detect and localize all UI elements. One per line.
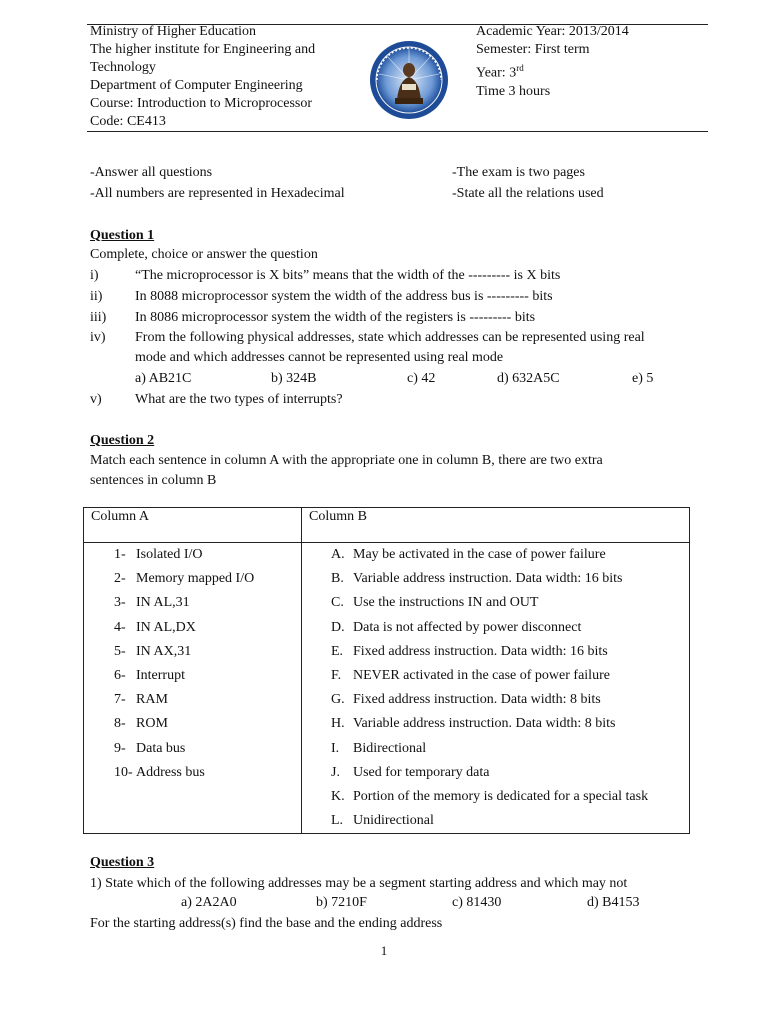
column-a-header: Column A (84, 508, 302, 543)
list-item (331, 809, 689, 833)
item-letter: I. (331, 740, 340, 756)
header-bottom-rule (87, 131, 708, 132)
q1-option: a) AB21C (135, 371, 192, 386)
item-text: Unidirectional (353, 813, 434, 829)
q3-option: b) 7210F (316, 895, 367, 910)
item-number: 4- (114, 619, 126, 635)
list-item (331, 567, 689, 591)
item-letter: B. (331, 571, 344, 587)
item-text: Portion of the memory is dedicated for a special task (353, 788, 649, 804)
question-3-part-1: 1) State which of the following addresses may be a segment starting address and which may not (90, 876, 628, 891)
list-item (114, 688, 301, 712)
q3-option: c) 81430 (452, 895, 502, 910)
item-text: IN AL,DX (136, 619, 196, 635)
item-letter: C. (331, 595, 344, 611)
semester: Semester: First term (476, 42, 590, 57)
list-item (331, 785, 689, 809)
academic-year: Academic Year: 2013/2014 (476, 24, 629, 39)
header-exam-info (476, 23, 629, 101)
item-letter: A. (331, 547, 345, 562)
q1-item-text: What are the two types of interrupts? (135, 392, 343, 407)
matching-table (83, 507, 690, 834)
question-1-title: Question 1 (90, 228, 155, 243)
q3-option: a) 2A2A0 (181, 895, 237, 910)
item-letter: J. (331, 764, 340, 780)
question-3-part-1-followup: For the starting address(s) find the base and the ending address (90, 916, 443, 931)
instruction-answer-all: -Answer all questions (90, 165, 213, 180)
item-letter: L. (331, 813, 344, 829)
q1-item-number: i) (90, 268, 99, 283)
item-text: Bidirectional (353, 740, 427, 756)
list-item (331, 616, 689, 640)
item-text: ROM (136, 716, 168, 732)
item-text: Used for temporary data (353, 764, 490, 780)
question-2-intro: Match each sentence in column A with the appropriate one in column B, there are two extra (90, 453, 603, 468)
item-letter: E. (331, 643, 344, 659)
item-text: Data is not affected by power disconnect (353, 619, 582, 635)
institute-seal-logo (369, 40, 449, 120)
item-text: IN AX,31 (136, 643, 192, 659)
column-b-header: Column B (302, 508, 690, 543)
question-2-title: Question 2 (90, 433, 155, 448)
year-line (476, 59, 629, 83)
question-2-intro-continued: sentences in column B (90, 473, 217, 488)
item-text: Fixed address instruction. Data width: 8 bits (353, 692, 601, 708)
item-text: Data bus (136, 740, 186, 756)
exam-time: Time 3 hours (476, 83, 551, 99)
column-a-cell (84, 543, 302, 834)
header-line: Code: CE413 (90, 114, 166, 129)
list-item (114, 567, 301, 591)
list-item (114, 737, 301, 761)
list-item (114, 543, 301, 567)
list-item (114, 616, 301, 640)
list-item (331, 543, 689, 567)
item-text: IN AL,31 (136, 595, 190, 611)
q3-option: d) B4153 (587, 895, 640, 910)
q1-item-text-continued: mode and which addresses cannot be represented using real mode (135, 350, 504, 365)
q1-item-text: In 8088 microprocessor system the width of the address bus is --------- bits (135, 289, 553, 304)
instruction-state-relations: -State all the relations used (452, 186, 604, 201)
q1-option: b) 324B (271, 371, 317, 386)
instruction-two-pages: -The exam is two pages (452, 165, 585, 180)
list-item (331, 737, 689, 761)
header-line: Department of Computer Engineering (90, 78, 303, 93)
q1-item-text: From the following physical addresses, state which addresses can be represented using real (135, 330, 645, 345)
item-number: 2- (114, 571, 126, 587)
item-letter: K. (331, 788, 345, 804)
item-number: 10- (114, 764, 133, 780)
item-text: Interrupt (136, 667, 185, 683)
item-text: May be activated in the case of power failure (353, 547, 606, 562)
item-number: 5- (114, 643, 126, 659)
q1-item-number: iv) (90, 330, 106, 345)
list-item (331, 712, 689, 736)
list-item (331, 664, 689, 688)
item-text: Memory mapped I/O (136, 571, 255, 587)
item-number: 1- (114, 547, 126, 562)
matching-table-body-row (84, 543, 690, 834)
q1-item-number: v) (90, 392, 102, 407)
q1-option: e) 5 (632, 371, 654, 386)
list-item (331, 640, 689, 664)
column-b-list (302, 543, 689, 833)
q1-item-number: iii) (90, 310, 107, 325)
header-line: Ministry of Higher Education (90, 24, 257, 39)
instruction-hexadecimal: -All numbers are represented in Hexadecimal (90, 186, 345, 201)
item-letter: G. (331, 692, 345, 708)
item-text: Variable address instruction. Data width: 8 bits (353, 716, 616, 732)
list-item (114, 664, 301, 688)
list-item (331, 688, 689, 712)
q1-item-text: “The microprocessor is X bits” means that the width of the --------- is X bits (135, 268, 561, 283)
list-item (331, 591, 689, 615)
list-item (114, 591, 301, 615)
item-text: Isolated I/O (136, 547, 203, 562)
header-line: The higher institute for Engineering and (90, 42, 316, 57)
item-letter: H. (331, 716, 345, 732)
item-number: 3- (114, 595, 126, 611)
question-3-title: Question 3 (90, 855, 155, 870)
header-line: Course: Introduction to Microprocessor (90, 96, 313, 111)
item-text: Fixed address instruction. Data width: 16 bits (353, 643, 608, 659)
year: Year: 3 (476, 65, 517, 81)
q1-item-text: In 8086 microprocessor system the width of the registers is --------- bits (135, 310, 536, 325)
item-text: RAM (136, 692, 168, 708)
list-item (114, 640, 301, 664)
item-text: NEVER activated in the case of power failure (353, 667, 610, 683)
item-number: 8- (114, 716, 126, 732)
list-item (331, 761, 689, 785)
column-a-list (84, 543, 301, 785)
column-b-cell (302, 543, 690, 834)
item-text: Use the instructions IN and OUT (353, 595, 539, 611)
list-item (114, 761, 301, 785)
header-line: Technology (90, 60, 156, 75)
item-number: 7- (114, 692, 126, 708)
item-number: 6- (114, 667, 126, 683)
q1-option: d) 632A5C (497, 371, 560, 386)
header-institution-block (90, 23, 315, 131)
item-letter: D. (331, 619, 345, 635)
list-item (114, 712, 301, 736)
q1-item-number: ii) (90, 289, 103, 304)
q1-option: c) 42 (407, 371, 436, 386)
matching-table-header-row (84, 508, 690, 543)
item-text: Variable address instruction. Data width: 16 bits (353, 571, 623, 587)
question-1-intro: Complete, choice or answer the question (90, 247, 318, 262)
item-letter: F. (331, 667, 342, 683)
year-superscript: rd (516, 63, 524, 73)
item-text: Address bus (136, 764, 205, 780)
item-number: 9- (114, 740, 126, 756)
page-number: 1 (380, 943, 388, 958)
